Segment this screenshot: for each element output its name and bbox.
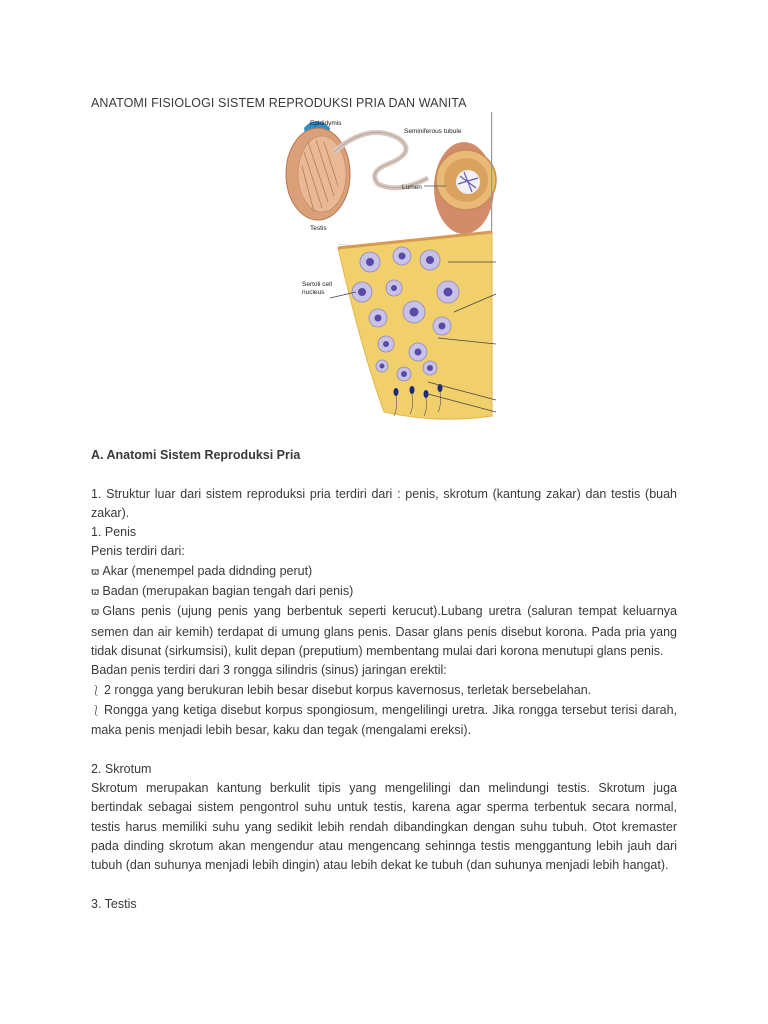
list-item: ⎱ 2 rongga yang berukuran lebih besar disebut korpus kavernosus, terletak bersebelahan. [91, 682, 592, 697]
skrotum-heading: 2. Skrotum [91, 761, 152, 776]
list-item: ⎱ Rongga yang ketiga disebut korpus spongiosum, mengelilingi uretra. Jika rongga tersebut terisi darah, maka penis menjadi lebih besar, kaku dan tegak (mengalami ereksi). [91, 702, 677, 738]
label-lumen: Lumen [402, 184, 422, 191]
label-seminiferous-tubule: Seminiferous tubule [404, 128, 462, 135]
skrotum-paragraph: Skrotum merupakan kantung berkulit tipis yang mengelilingi dan melindungi testis. Skrotum juga bertindak sebagai sistem pengontrol suhu untuk testis, karena agar sperma terbentuk secara normal, testis harus memiliki suhu yang sedikit lebih rendah dibandingkan dengan suhu tubuh. Otot kremaster pada dinding skrotum akan mengendur atau mengencang sehinnga testis menggantung lebih jauh dari tubuh (dan suhunya menjadi lebih dingin) atau lebih dekat ke tubuh (dan suhunya menjadi lebih hangat). [91, 781, 677, 873]
bullet-icon: ϖ [91, 566, 100, 578]
label-sertoli-2: nucleus [302, 289, 325, 296]
penis-body-text: Badan penis terdiri dari 3 rongga silindris (sinus) jaringan erektil: [91, 663, 447, 678]
intro-paragraph: 1. Struktur luar dari sistem reproduksi pria terdiri dari : penis, skrotum (kantung zakar) dan testis (buah zakar). [91, 486, 677, 520]
bullet-icon: ϖ [91, 607, 100, 619]
penis-lead: Penis terdiri dari: [91, 544, 185, 559]
section-heading-anatomi-pria: A. Anatomi Sistem Reproduksi Pria [91, 448, 301, 462]
document-body [91, 446, 677, 914]
testis-anatomy-figure [278, 112, 498, 424]
testis-heading: 3. Testis [91, 896, 137, 911]
label-sertoli-1: Sertoli cell [302, 281, 332, 288]
label-epididymis: Epididymis [310, 120, 342, 127]
penis-heading: 1. Penis [91, 525, 137, 540]
testis-illustration [278, 112, 498, 424]
label-testis: Testis [310, 225, 327, 232]
sub-bullet-icon: ⎱ [91, 685, 101, 697]
sub-bullet-icon: ⎱ [91, 705, 101, 717]
bullet-icon: ϖ [91, 587, 100, 599]
list-item: ϖ Badan (merupakan bagian tengah dari penis) [91, 584, 354, 599]
document-title: ANATOMI FISIOLOGI SISTEM REPRODUKSI PRIA DAN WANITA [91, 96, 467, 110]
list-item: ϖ Akar (menempel pada didnding perut) [91, 563, 313, 578]
list-item: ϖ Glans penis (ujung penis yang berbentuk seperti kerucut).Lubang uretra (saluran tempat keluarnya semen dan air kemih) terdapat di umung glans penis. Dasar glans penis disebut korona. Pada pria yang tidak disunat (sirkumsisi), kulit depan (preputium) membentang mulai dari korona menutupi glans penis. [91, 604, 677, 658]
